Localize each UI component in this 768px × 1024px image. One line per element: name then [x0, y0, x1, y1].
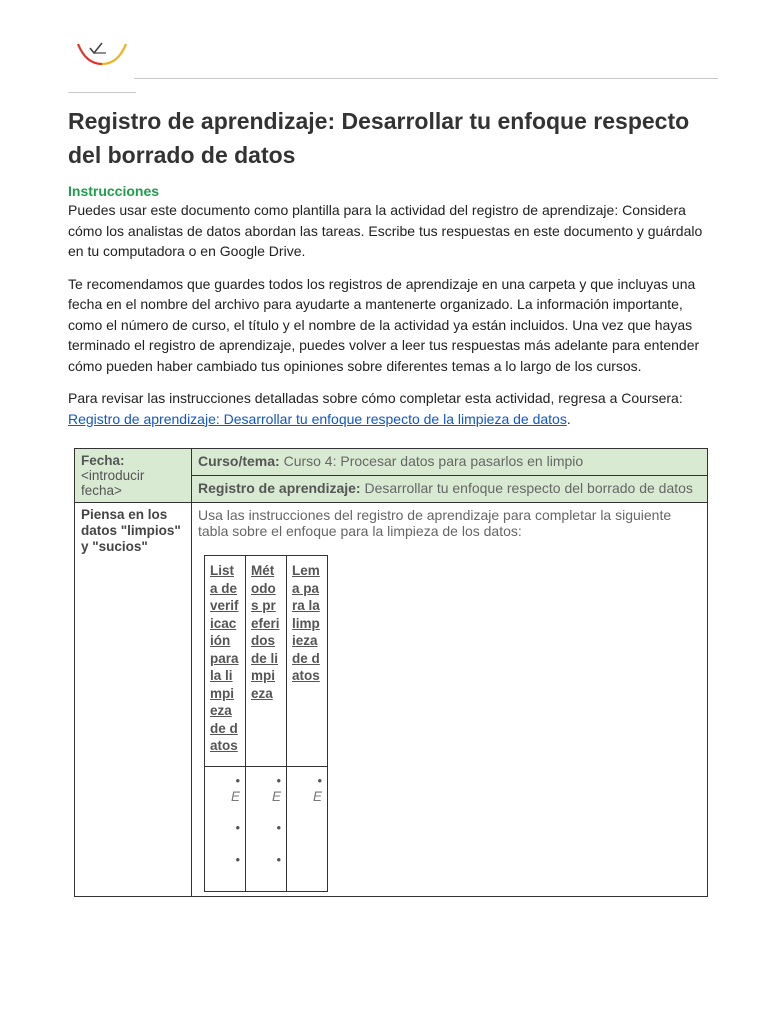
column-header-motto — [287, 556, 328, 767]
row-label-cell — [75, 503, 192, 897]
registro-cell — [192, 476, 708, 503]
fecha-label: Fecha: — [81, 453, 125, 468]
bullet-icon: • — [276, 820, 281, 835]
brand-logo — [76, 38, 128, 68]
paragraph-review — [68, 388, 708, 429]
link-suffix: . — [566, 410, 571, 427]
coursera-activity-link[interactable]: Registro de aprendizaje: Desarrollar tu enfoque respecto de la limpieza de datos — [68, 410, 567, 427]
curso-label: Curso/tema: — [198, 453, 280, 469]
header-divider — [134, 78, 718, 79]
column-header-label: Lema para la limpieza de datos — [292, 563, 320, 683]
entry-placeholder: E — [271, 789, 281, 804]
bullet-icon: • — [235, 852, 240, 867]
registro-label: Registro de aprendizaje: — [198, 480, 361, 496]
paragraph-intro: Puedes usar este documento como plantilla para la actividad del registro de aprendizaje: Considera cómo los analistas de datos abordan las tareas. Escribe tus respuestas en este documento y guárdalo en tu computadora o en Google Drive. — [68, 202, 703, 259]
learning-log-table — [74, 448, 708, 897]
bullet-icon: • — [235, 820, 240, 835]
review-text: Para revisar las instrucciones detalladas sobre cómo completar esta actividad, regresa a Coursera: — [68, 390, 683, 406]
instructions-heading: Instrucciones — [68, 183, 160, 199]
curso-cell — [192, 449, 708, 476]
bullet-icon: • — [235, 773, 240, 788]
methods-entry-cell[interactable] — [246, 767, 287, 892]
bullet-icon: • — [276, 852, 281, 867]
column-header-methods — [246, 556, 287, 767]
registro-value: Desarrollar tu enfoque respecto del borrado de datos — [360, 480, 693, 496]
checklist-entry-cell[interactable] — [205, 767, 246, 892]
instructions-cell — [192, 503, 708, 897]
fecha-value: <introducir fecha> — [81, 468, 145, 498]
motto-entry-cell[interactable] — [287, 767, 328, 892]
row-instructions: Usa las instrucciones del registro de aprendizaje para completar la siguiente tabla sobre el enfoque para la limpieza de los datos: — [198, 507, 672, 539]
document-body — [68, 182, 708, 441]
page-title: Registro de aprendizaje: Desarrollar tu enfoque respecto del borrado de datos — [68, 108, 690, 168]
header-divider-short — [68, 92, 136, 93]
entry-placeholder: E — [230, 789, 240, 804]
column-header-checklist — [205, 556, 246, 767]
column-header-label: Lista de verificación para la limpieza de datos — [210, 563, 239, 753]
approach-table — [204, 555, 328, 892]
paragraph-recommendation: Te recomendamos que guardes todos los registros de aprendizaje en una carpeta y que incluyas una fecha en el nombre del archivo para ayudarte a mantenerte organizado. La información importante, como el número de curso, el título y el nombre de la actividad ya están incluidos. Una vez que hayas terminado el registro de aprendizaje, puedes volver a leer tus respuestas más adelante para entender cómo pueden haber cambiado tus opiniones sobre diferentes temas a lo largo de los cursos. — [68, 275, 700, 374]
entry-placeholder: E — [312, 789, 322, 804]
curso-value: Curso 4: Procesar datos para pasarlos en limpio — [279, 453, 584, 469]
bullet-icon: • — [276, 773, 281, 788]
column-header-label: Métodos preferidos de limpieza — [251, 563, 280, 701]
row-label: Piensa en los datos "limpios" y "sucios" — [81, 507, 181, 554]
fecha-cell[interactable] — [75, 449, 192, 503]
bullet-icon: • — [317, 773, 322, 788]
